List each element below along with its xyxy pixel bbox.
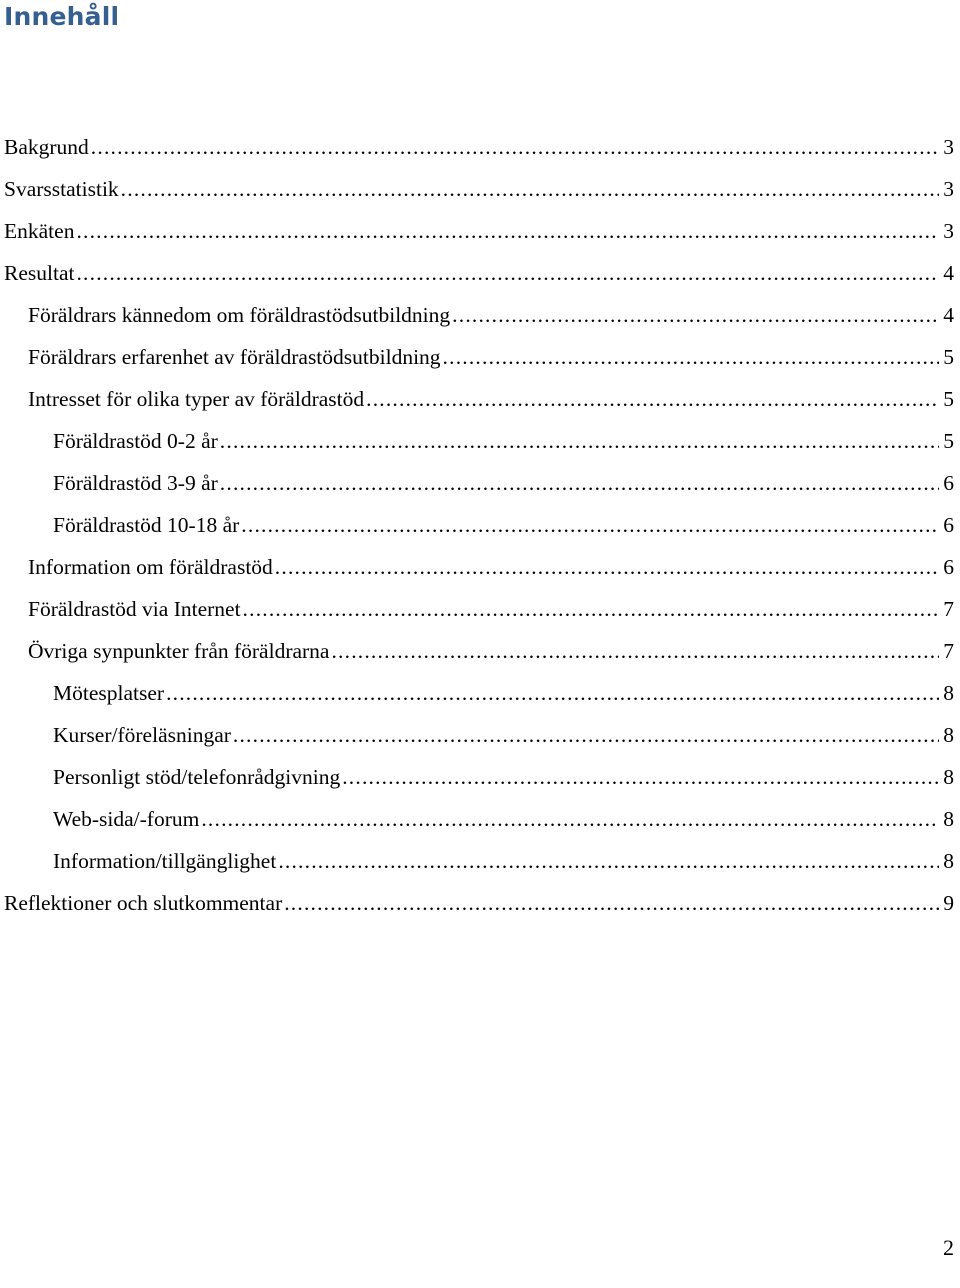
toc-entry-page: 6 — [943, 555, 954, 579]
toc-entry-label: Reflektioner och slutkommentar — [4, 891, 283, 915]
toc-dot-leader — [201, 798, 939, 840]
toc-dot-leader — [166, 672, 939, 714]
toc-entry-page: 8 — [943, 765, 954, 789]
toc-entry[interactable] — [0, 672, 960, 714]
toc-entry-label: Föräldrastöd 10-18 år — [53, 513, 240, 537]
toc-entry-page: 5 — [943, 345, 954, 369]
toc-entry[interactable] — [0, 126, 960, 168]
toc-entry[interactable] — [0, 546, 960, 588]
toc-entry[interactable] — [0, 588, 960, 630]
toc-entry[interactable] — [0, 294, 960, 336]
toc-entry-page: 3 — [943, 135, 954, 159]
toc-entry[interactable] — [0, 252, 960, 294]
toc-dot-leader — [220, 420, 939, 462]
toc-entry[interactable] — [0, 756, 960, 798]
toc-entry-label: Personligt stöd/telefonrådgivning — [53, 765, 341, 789]
toc-entry[interactable] — [0, 630, 960, 672]
page-number: 2 — [943, 1235, 954, 1260]
toc-dot-leader — [121, 168, 940, 210]
toc-entry-label: Information/tillgänglighet — [53, 849, 277, 873]
toc-entry-label: Övriga synpunkter från föräldrarna — [28, 639, 330, 663]
toc-dot-leader — [443, 336, 940, 378]
toc-dot-leader — [366, 378, 939, 420]
toc-dot-leader — [76, 252, 939, 294]
toc-dot-leader — [243, 588, 940, 630]
toc-entry[interactable] — [0, 336, 960, 378]
toc-entry-page: 5 — [943, 429, 954, 453]
toc-dot-leader — [233, 714, 939, 756]
toc-entry-page: 8 — [943, 849, 954, 873]
toc-entry-label: Resultat — [4, 261, 75, 285]
toc-dot-leader — [91, 126, 939, 168]
toc-entry-label: Föräldrars kännedom om föräldrastödsutbildning — [28, 303, 451, 327]
toc-dot-leader — [76, 210, 939, 252]
toc-entry-page: 8 — [943, 723, 954, 747]
toc-entry-page: 6 — [943, 513, 954, 537]
toc-entry-label: Föräldrastöd 0-2 år — [53, 429, 218, 453]
toc-entry-page: 4 — [943, 261, 954, 285]
toc-entry-page: 7 — [943, 597, 954, 621]
toc-entry-label: Föräldrars erfarenhet av föräldrastödsutbildning — [28, 345, 441, 369]
toc-entry[interactable] — [0, 882, 960, 924]
toc-entry[interactable] — [0, 714, 960, 756]
toc-entry-label: Web-sida/-forum — [53, 807, 200, 831]
toc-dot-leader — [220, 462, 939, 504]
toc-entry-page: 5 — [943, 387, 954, 411]
table-of-contents — [0, 126, 960, 924]
toc-entry-label: Information om föräldrastöd — [28, 555, 273, 579]
toc-entry-label: Mötesplatser — [53, 681, 165, 705]
toc-dot-leader — [342, 756, 939, 798]
toc-dot-leader — [278, 840, 939, 882]
toc-entry-page: 3 — [943, 177, 954, 201]
toc-entry-label: Intresset för olika typer av föräldrastöd — [28, 387, 365, 411]
toc-entry-label: Bakgrund — [4, 135, 89, 159]
toc-entry-label: Svarsstatistik — [4, 177, 119, 201]
toc-entry-page: 3 — [943, 219, 954, 243]
toc-entry-label: Kurser/föreläsningar — [53, 723, 231, 747]
toc-entry-page: 7 — [943, 639, 954, 663]
toc-dot-leader — [241, 504, 939, 546]
toc-entry-page: 8 — [943, 681, 954, 705]
toc-entry-page: 8 — [943, 807, 954, 831]
toc-dot-leader — [284, 882, 939, 924]
toc-dot-leader — [331, 630, 939, 672]
toc-entry-label: Föräldrastöd via Internet — [28, 597, 241, 621]
toc-entry[interactable] — [0, 504, 960, 546]
toc-entry[interactable] — [0, 420, 960, 462]
toc-entry-label: Föräldrastöd 3-9 år — [53, 471, 218, 495]
toc-entry-page: 6 — [943, 471, 954, 495]
toc-heading: Innehåll — [4, 2, 120, 31]
toc-entry[interactable] — [0, 798, 960, 840]
toc-entry-label: Enkäten — [4, 219, 75, 243]
toc-entry[interactable] — [0, 462, 960, 504]
toc-entry[interactable] — [0, 210, 960, 252]
toc-entry-page: 4 — [943, 303, 954, 327]
toc-entry[interactable] — [0, 168, 960, 210]
toc-dot-leader — [452, 294, 939, 336]
toc-entry[interactable] — [0, 840, 960, 882]
toc-dot-leader — [275, 546, 939, 588]
toc-entry-page: 9 — [943, 891, 954, 915]
toc-entry[interactable] — [0, 378, 960, 420]
